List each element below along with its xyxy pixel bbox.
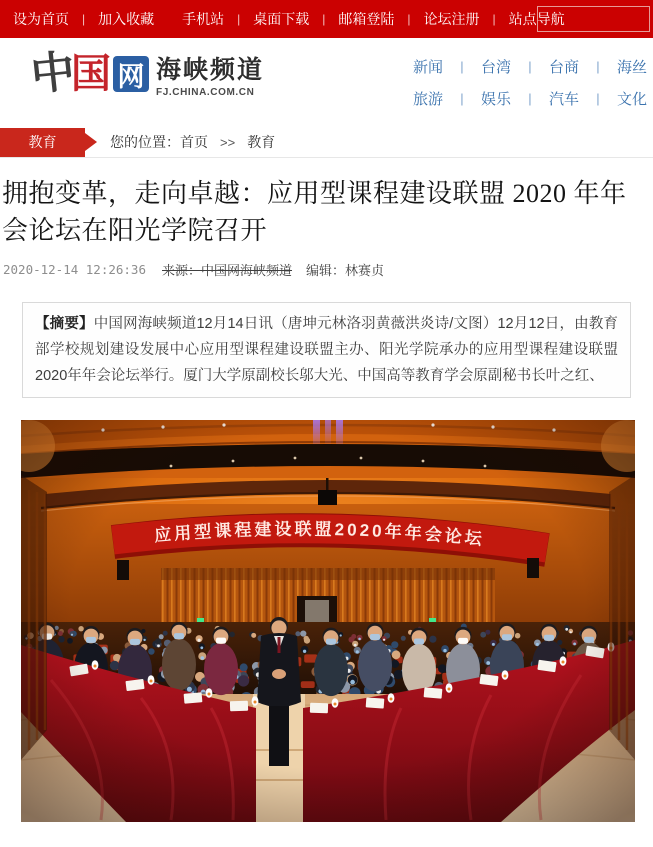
divider: | xyxy=(322,12,326,26)
nav-item-travel[interactable]: 旅游 xyxy=(412,90,443,108)
site-navigation-link[interactable]: 站点导航 xyxy=(508,11,565,27)
nav-item-auto[interactable]: 汽车 xyxy=(548,90,579,108)
divider: | xyxy=(596,58,600,74)
nav-row-2 xyxy=(405,83,653,113)
divider: | xyxy=(596,90,600,106)
divider: | xyxy=(407,12,411,26)
forum-register-link[interactable]: 论坛注册 xyxy=(423,11,480,27)
top-utility-bar xyxy=(0,0,653,38)
divider: | xyxy=(460,58,464,74)
tab-arrow-icon xyxy=(85,133,97,151)
topbar-right-group xyxy=(182,9,565,29)
add-favorites-link[interactable]: 加入收藏 xyxy=(98,11,155,27)
nav-item-culture[interactable]: 文化 xyxy=(616,90,647,108)
divider: | xyxy=(528,58,532,74)
article-photo xyxy=(21,420,635,822)
article-meta xyxy=(3,260,653,279)
divider: | xyxy=(492,12,496,26)
publish-datetime: 2020-12-14 12:26:36 xyxy=(3,262,146,277)
divider: | xyxy=(82,12,86,26)
set-homepage-link[interactable]: 设为首页 xyxy=(13,11,69,27)
nav-item-entertainment[interactable]: 娱乐 xyxy=(480,90,511,108)
abstract-box xyxy=(22,302,631,398)
article-editor: 编辑：林赛贞 xyxy=(306,263,385,278)
nav-item-news[interactable]: 新闻 xyxy=(412,58,443,76)
divider: | xyxy=(237,12,241,26)
logo-text-block xyxy=(156,50,264,98)
breadcrumb-separator: >> xyxy=(220,134,236,150)
topbar-search-box[interactable] xyxy=(537,6,650,32)
divider: | xyxy=(460,90,464,106)
logo-wang-glyph: 网 xyxy=(113,56,149,92)
tab-education[interactable]: 教育 xyxy=(0,128,85,157)
nav-item-taiwan[interactable]: 台湾 xyxy=(480,58,511,76)
breadcrumb-home-link[interactable]: 首页 xyxy=(180,134,208,150)
mail-login-link[interactable]: 邮箱登陆 xyxy=(338,11,395,27)
china-net-logo-mark xyxy=(28,46,149,101)
channel-name: 海峡频道 xyxy=(156,57,265,84)
breadcrumb-label: 您的位置： xyxy=(110,134,180,150)
main-nav xyxy=(405,51,653,115)
logo-zhong-glyph: 中 xyxy=(28,46,78,101)
topbar-left-group xyxy=(13,9,154,29)
mobile-site-link[interactable]: 手机站 xyxy=(182,11,225,27)
abstract-text: 中国网海峡频道12月14日讯（唐坤元林洛羽黄薇洪炎诗/文图）12月12日，由教育部学校规划建设发展中心应用型课程建设联盟主办、阳光学院承办的应用型课程建设联盟2020年年会论坛举行。厦门大学原副校长邬大光、中国高等教育学会原副秘书长叶之红、 xyxy=(35,316,618,384)
breadcrumb-current[interactable]: 教育 xyxy=(247,134,276,150)
article-source: 来源：中国网海峡频道 xyxy=(162,263,293,278)
logo-guo-glyph: 国 xyxy=(71,51,111,96)
breadcrumb xyxy=(110,132,275,152)
channel-domain: FJ.CHINA.COM.CN xyxy=(156,87,255,98)
article-photo-wrap xyxy=(21,420,635,822)
desktop-download-link[interactable]: 桌面下载 xyxy=(253,11,310,27)
divider: | xyxy=(528,90,532,106)
abstract-label: 【摘要】 xyxy=(35,316,94,332)
article-title: 拥抱变革，走向卓越：应用型课程建设联盟 2020 年年会论坛在阳光学院召开 xyxy=(2,179,627,245)
site-header xyxy=(0,38,653,127)
breadcrumb-bar xyxy=(0,127,653,158)
nav-row-1 xyxy=(405,51,653,81)
photo-vignette xyxy=(21,420,635,822)
site-logo[interactable] xyxy=(28,46,265,101)
nav-item-haisi[interactable]: 海丝 xyxy=(616,58,647,76)
nav-item-taishang[interactable]: 台商 xyxy=(548,58,579,76)
